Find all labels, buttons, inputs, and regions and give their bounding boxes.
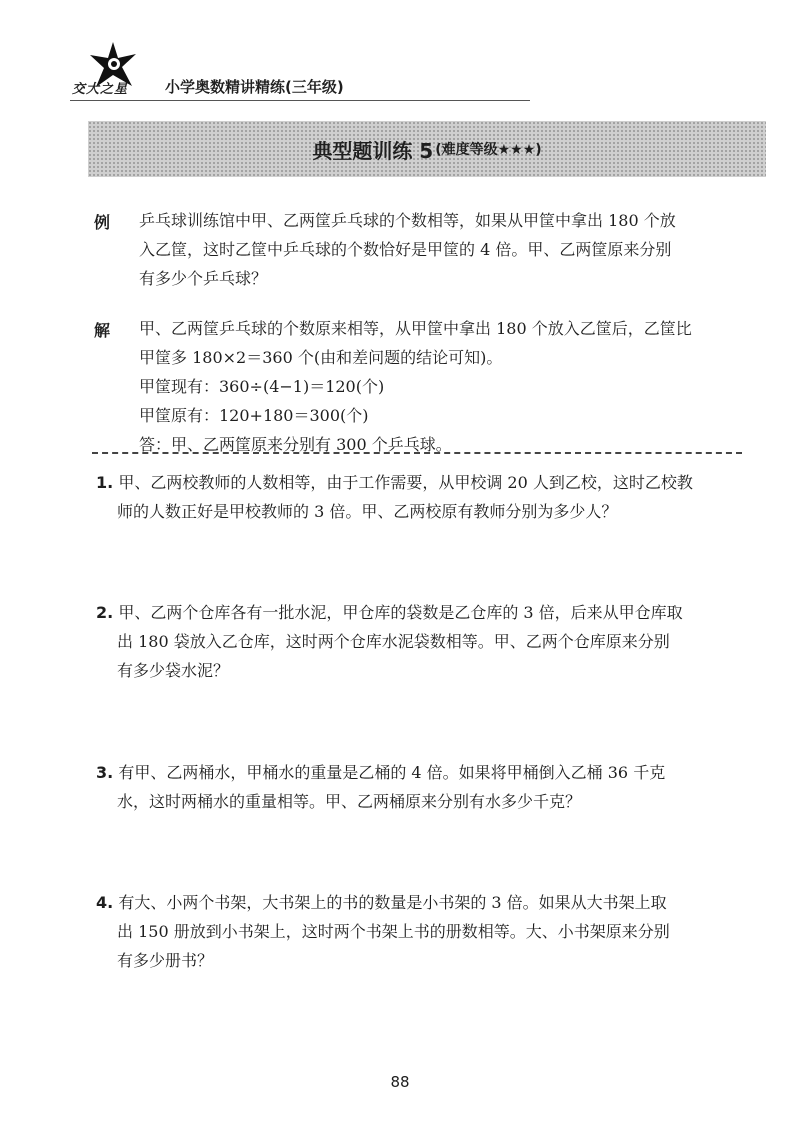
- question-number: 3.: [96, 763, 114, 782]
- section-banner: [88, 121, 766, 177]
- page-number: 88: [390, 1073, 410, 1091]
- banner-title-row: [88, 121, 766, 177]
- question-line: 出 180 袋放入乙仓库，这时两个仓库水泥袋数相等。甲、乙两个仓库原来分别: [117, 632, 670, 651]
- brand-name: 交大之星: [72, 82, 129, 97]
- book-title: 小学奥数精讲精练(三年级): [165, 78, 344, 96]
- solution-line: 答：甲、乙两筐原来分别有 300 个乒乓球。: [139, 435, 452, 454]
- solution-text: [139, 314, 759, 459]
- example-line: 有多少个乒乓球？: [139, 269, 268, 288]
- dashed-divider: [92, 452, 742, 454]
- difficulty-label: (难度等级★★★): [435, 142, 542, 158]
- example-tag: 例: [94, 213, 111, 232]
- solution-line: 甲筐多 180×2＝360 个(由和差问题的结论可知)。: [139, 348, 503, 367]
- question-2: [96, 598, 756, 685]
- question-line: 甲、乙两校教师的人数相等，由于工作需要，从甲校调 20 人到乙校，这时乙校教: [118, 473, 693, 492]
- solution-line: 甲筐原有：120+180＝300(个): [139, 406, 369, 425]
- example-line: 入乙筐，这时乙筐中乒乓球的个数恰好是甲筐的 4 倍。甲、乙两筐原来分别: [139, 240, 672, 259]
- question-line: 有大、小两个书架，大书架上的书的数量是小书架的 3 倍。如果从大书架上取: [118, 893, 667, 912]
- question-line: 有多少袋水泥？: [117, 661, 230, 680]
- question-line: 甲、乙两个仓库各有一批水泥，甲仓库的袋数是乙仓库的 3 倍，后来从甲仓库取: [118, 603, 683, 622]
- question-line: 有多少册书？: [117, 951, 214, 970]
- question-line: 出 150 册放到小书架上，这时两个书架上书的册数相等。大、小书架原来分别: [117, 922, 670, 941]
- example-line: 乒乓球训练馆中甲、乙两筐乒乓球的个数相等，如果从甲筐中拿出 180 个放: [139, 211, 676, 230]
- question-number: 1.: [96, 473, 114, 492]
- question-number: 4.: [96, 893, 114, 912]
- section-title: 典型题训练 5: [312, 138, 434, 163]
- question-line: 有甲、乙两桶水，甲桶水的重量是乙桶的 4 倍。如果将甲桶倒入乙桶 36 千克: [118, 763, 666, 782]
- question-4: [96, 888, 756, 975]
- question-number: 2.: [96, 603, 114, 622]
- solution-line: 甲、乙两筐乒乓球的个数原来相等，从甲筐中拿出 180 个放入乙筐后，乙筐比: [139, 319, 692, 338]
- question-1: [96, 468, 756, 526]
- question-3: [96, 758, 756, 816]
- question-line: 师的人数正好是甲校教师的 3 倍。甲、乙两校原有教师分别为多少人？: [117, 502, 618, 521]
- example-text: [139, 206, 759, 293]
- header-divider: [70, 100, 530, 101]
- solution-tag: 解: [94, 321, 111, 340]
- question-line: 水，这时两桶水的重量相等。甲、乙两桶原来分别有水多少千克？: [117, 792, 582, 811]
- solution-line: 甲筐现有：360÷(4−1)＝120(个): [139, 377, 385, 396]
